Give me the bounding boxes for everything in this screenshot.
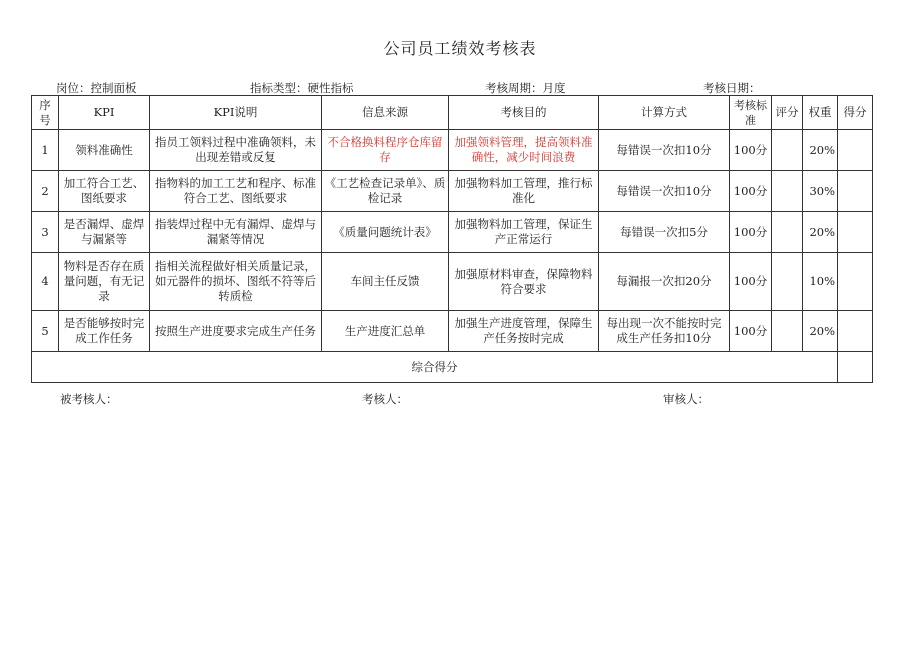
table-row — [32, 171, 873, 212]
row-source: 车间主任反馈 — [322, 253, 449, 311]
row-kpi: 是否能够按时完成工作任务 — [59, 311, 150, 352]
row-no: 3 — [32, 212, 59, 253]
reviewer-label: 审核人： — [663, 392, 709, 406]
row-score[interactable] — [772, 171, 803, 212]
row-result[interactable] — [838, 130, 873, 171]
row-purpose: 加强生产进度管理，保障生产任务按时完成 — [449, 311, 599, 352]
header-purpose: 考核目的 — [449, 96, 599, 130]
table-row — [32, 212, 873, 253]
header-result: 得分 — [838, 96, 873, 130]
row-purpose: 加强物料加工管理，保证生产正常运行 — [449, 212, 599, 253]
header-calc: 计算方式 — [599, 96, 730, 130]
row-score[interactable] — [772, 311, 803, 352]
row-score[interactable] — [772, 212, 803, 253]
date-label: 考核日期： — [703, 81, 761, 95]
row-weight: 20% — [803, 212, 838, 253]
table-header-row — [32, 96, 873, 130]
header-kpi: KPI — [59, 96, 150, 130]
row-purpose: 加强物料加工管理，推行标准化 — [449, 171, 599, 212]
row-desc: 按照生产进度要求完成生产任务 — [150, 311, 322, 352]
row-weight: 30% — [803, 171, 838, 212]
header-standard: 考核标准 — [730, 96, 772, 130]
row-result[interactable] — [838, 171, 873, 212]
table-row — [32, 311, 873, 352]
row-calc: 每错误一次扣5分 — [599, 212, 730, 253]
position-label: 岗位：控制面板 — [56, 81, 137, 95]
row-standard: 100分 — [730, 171, 772, 212]
row-kpi: 领料准确性 — [59, 130, 150, 171]
total-label: 综合得分 — [32, 352, 838, 383]
row-no: 5 — [32, 311, 59, 352]
total-row — [32, 352, 873, 383]
row-weight: 10% — [803, 253, 838, 311]
row-source: 《质量问题统计表》 — [322, 212, 449, 253]
period-label: 考核周期：月度 — [485, 81, 566, 95]
row-calc: 每出现一次不能按时完成生产任务扣10分 — [599, 311, 730, 352]
row-result[interactable] — [838, 253, 873, 311]
header-source: 信息来源 — [322, 96, 449, 130]
row-kpi: 是否漏焊、虚焊与漏紧等 — [59, 212, 150, 253]
row-purpose: 加强领料管理，提高领料准确性，减少时间浪费 — [449, 130, 599, 171]
row-score[interactable] — [772, 253, 803, 311]
kpi-table — [31, 95, 873, 383]
row-standard: 100分 — [730, 253, 772, 311]
row-source: 生产进度汇总单 — [322, 311, 449, 352]
row-weight: 20% — [803, 130, 838, 171]
row-calc: 每错误一次扣10分 — [599, 130, 730, 171]
row-result[interactable] — [838, 212, 873, 253]
row-no: 4 — [32, 253, 59, 311]
row-calc: 每漏报一次扣20分 — [599, 253, 730, 311]
table-row — [32, 130, 873, 171]
assessee-label: 被考核人： — [60, 392, 118, 406]
header-weight: 权重 — [803, 96, 838, 130]
row-source: 不合格换料程序仓库留存 — [322, 130, 449, 171]
header-desc: KPI说明 — [150, 96, 322, 130]
assessor-label: 考核人： — [362, 392, 408, 406]
row-purpose: 加强原材料审查，保障物料符合要求 — [449, 253, 599, 311]
row-no: 2 — [32, 171, 59, 212]
row-score[interactable] — [772, 130, 803, 171]
row-desc: 指物料的加工工艺和程序、标准符合工艺、图纸要求 — [150, 171, 322, 212]
page-title: 公司员工绩效考核表 — [383, 39, 537, 58]
row-kpi: 物料是否存在质量问题，有无记录 — [59, 253, 150, 311]
row-standard: 100分 — [730, 212, 772, 253]
row-result[interactable] — [838, 311, 873, 352]
header-score: 评分 — [772, 96, 803, 130]
row-calc: 每错误一次扣10分 — [599, 171, 730, 212]
row-no: 1 — [32, 130, 59, 171]
row-standard: 100分 — [730, 311, 772, 352]
header-no: 序号 — [32, 96, 59, 130]
row-desc: 指装焊过程中无有漏焊、虚焊与漏紧等情况 — [150, 212, 322, 253]
row-desc: 指员工领料过程中准确领料，未出现差错或反复 — [150, 130, 322, 171]
total-value[interactable] — [838, 352, 873, 383]
row-standard: 100分 — [730, 130, 772, 171]
indicator-type-label: 指标类型：硬性指标 — [250, 81, 354, 95]
row-desc: 指相关流程做好相关质量记录，如元器件的损坏、图纸不符等后转质检 — [150, 253, 322, 311]
row-source: 《工艺检查记录单》、质检记录 — [322, 171, 449, 212]
row-weight: 20% — [803, 311, 838, 352]
table-row — [32, 253, 873, 311]
row-kpi: 加工符合工艺、图纸要求 — [59, 171, 150, 212]
